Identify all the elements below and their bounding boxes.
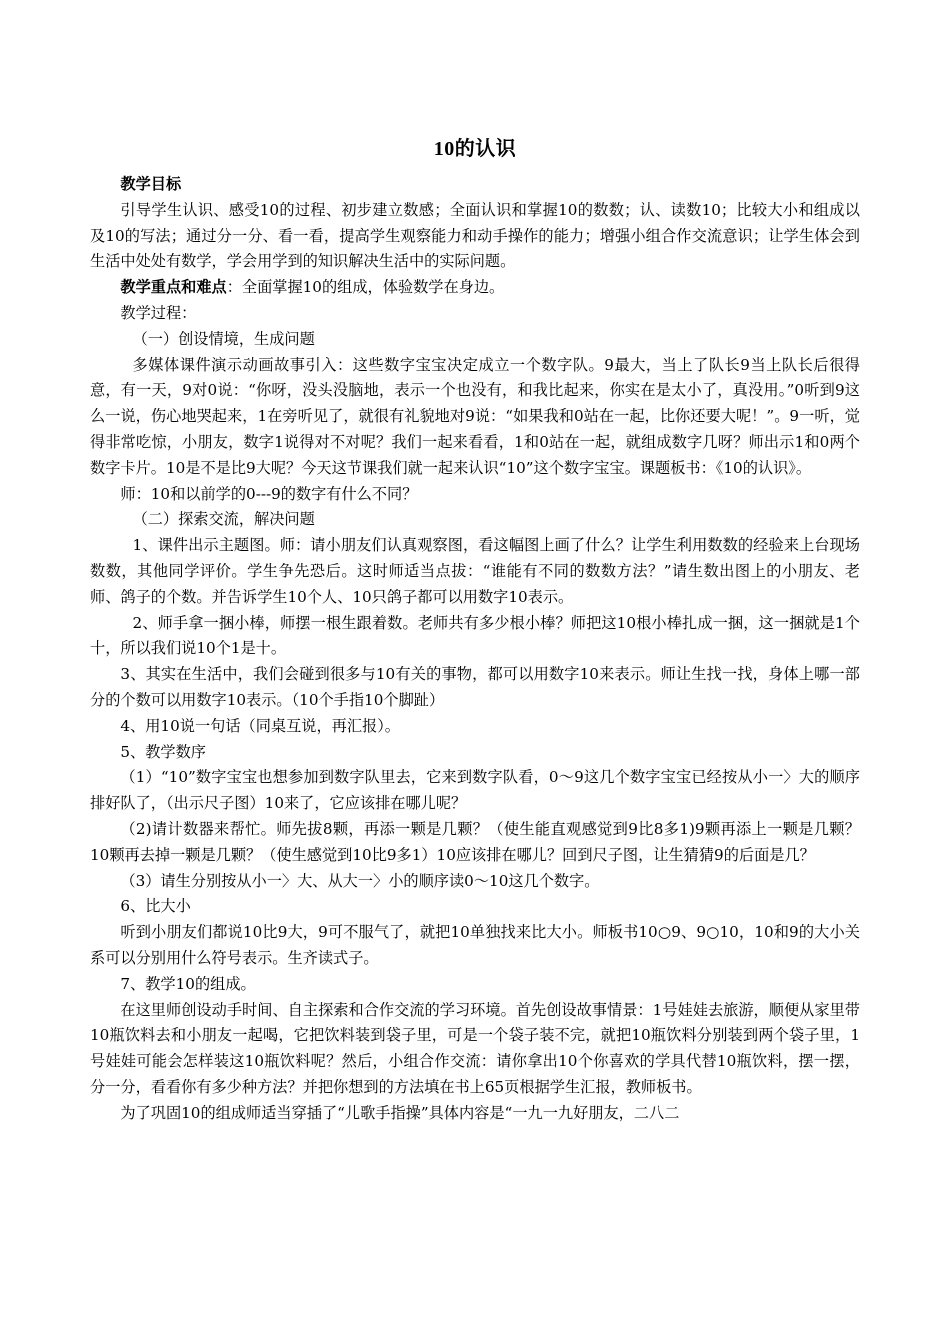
section1-heading: （一）创设情境，生成问题 (132, 329, 315, 348)
key-points-paragraph (90, 275, 860, 301)
key-points-text: ：全面掌握10的组成，体验数学在身边。 (226, 278, 505, 297)
item-5-1: （1）“10”数字宝宝也想参加到数字队里去，它来到数字队看，0～9这几个数字宝宝已经按从小一〉大的顺序排好队了，（出示尺子图）10来了，它应该排在哪儿呢？ (90, 768, 860, 813)
item-7-paragraph: 在这里师创设动手时间、自主探索和合作交流的学习环境。首先创设故事情景：1号娃娃去旅游，顺便从家里带10瓶饮料去和小朋友一起喝，它把饮料装到袋子里，可是一个袋子装不完，就把10瓶饮料分别装到两个袋子里，1号娃娃可能会怎样装这10瓶饮料呢？然后，小组合作交流：请你拿出10个你喜欢的学具代替10瓶饮料，摆一摆，分一分，看看你有多少种方法？并把你想到的方法填在书上65页根据学生汇报，教师板书。 (90, 1000, 860, 1096)
page-title: 10的认识 (433, 138, 517, 160)
key-points-label: 教学重点和难点 (120, 278, 227, 297)
item-4: 4、用10说一句话（同桌互说，再汇报）。 (120, 716, 400, 735)
item-5-2: （2)请计数器来帮忙。师先拔8颗，再添一颗是几颗？（使生能直观感觉到9比8多1)9颗再添上一颗是几颗？10颗再去掉一颗是几颗？（使生感觉到10比9多1）10应该排在哪儿？回到尺子图，让生猜猜9的后面是几？ (90, 819, 860, 864)
item-7: 7、教学10的组成。 (120, 974, 256, 993)
document-body (90, 172, 860, 1126)
item-1: 1、课件出示主题图。师：请小朋友们认真观察图，看这幅图上画了什么？让学生利用数数的经验来上台现场数数，其他同学评价。学生争先恐后。这时师适当点拔：“谁能有不同的数数方法？”请生数出图上的小朋友、老师、鸽子的个数。并告诉学生10个人、10只鸽子都可以用数字10表示。 (90, 536, 860, 606)
section2-heading: （二）探索交流，解决问题 (132, 510, 315, 529)
item-2: 2、师手拿一捆小棒，师摆一根生跟着数。老师共有多少根小棒？师把这10根小棒扎成一捆，这一捆就是1个十，所以我们说10个1是十。 (90, 613, 860, 658)
item-5-3: （3）请生分别按从小一〉大、从大一〉小的顺序读0～10这几个数字。 (120, 871, 600, 890)
item-5: 5、教学数序 (120, 742, 206, 761)
item-6-paragraph: 听到小朋友们都说10比9大，9可不服气了，就把10单独找来比大小。师板书10○9、9○10，10和9的大小关系可以分别用什么符号表示。生齐读式子。 (90, 923, 860, 967)
item-6: 6、比大小 (120, 897, 191, 916)
objectives-paragraph: 引导学生认识、感受10的过程、初步建立数感；全面认识和掌握10的数数；认、读数10；比较大小和组成以及10的写法；通过分一分、看一看，提高学生观察能力和动手操作的能力；增强小组合作交流意识；让学生体会到生活中处处有数学，学会用学到的知识解决生活中的实际问题。 (90, 200, 860, 271)
section1-paragraph: 多媒体课件演示动画故事引入：这些数字宝宝决定成立一个数字队。9最大，当上了队长9当上队长后很得意，有一天，9对0说：“你呀，没头没脑地，表示一个也没有，和我比起来，你实在是太小了，真没用。”0听到9这么一说，伤心地哭起来，1在旁听见了，就很有礼貌地对9说：“如果我和0站在一起，比你还要大呢！”。9一听，觉得非常吃惊，小朋友，数字1说得对不对呢？我们一起来看看，1和0站在一起，就组成数字几呀？师出示1和0两个数字卡片。10是不是比9大呢？今天这节课我们就一起来认识“10”这个数字宝宝。课题板书：《10的认识》。 (90, 355, 860, 477)
item-3: 3、其实在生活中，我们会碰到很多与10有关的事物，都可以用数字10来表示。师让生找一找，身体上哪一部分的个数可以用数字10表示。（10个手指10个脚趾） (90, 665, 860, 709)
closing-paragraph: 为了巩固10的组成师适当穿插了“儿歌手指操”具体内容是“一九一九好朋友，二八二 (120, 1103, 680, 1122)
objectives-heading: 教学目标 (120, 175, 182, 193)
process-heading: 教学过程： (120, 303, 197, 322)
teacher-question: 师：10和以前学的0---9的数字有什么不同？ (120, 484, 418, 503)
